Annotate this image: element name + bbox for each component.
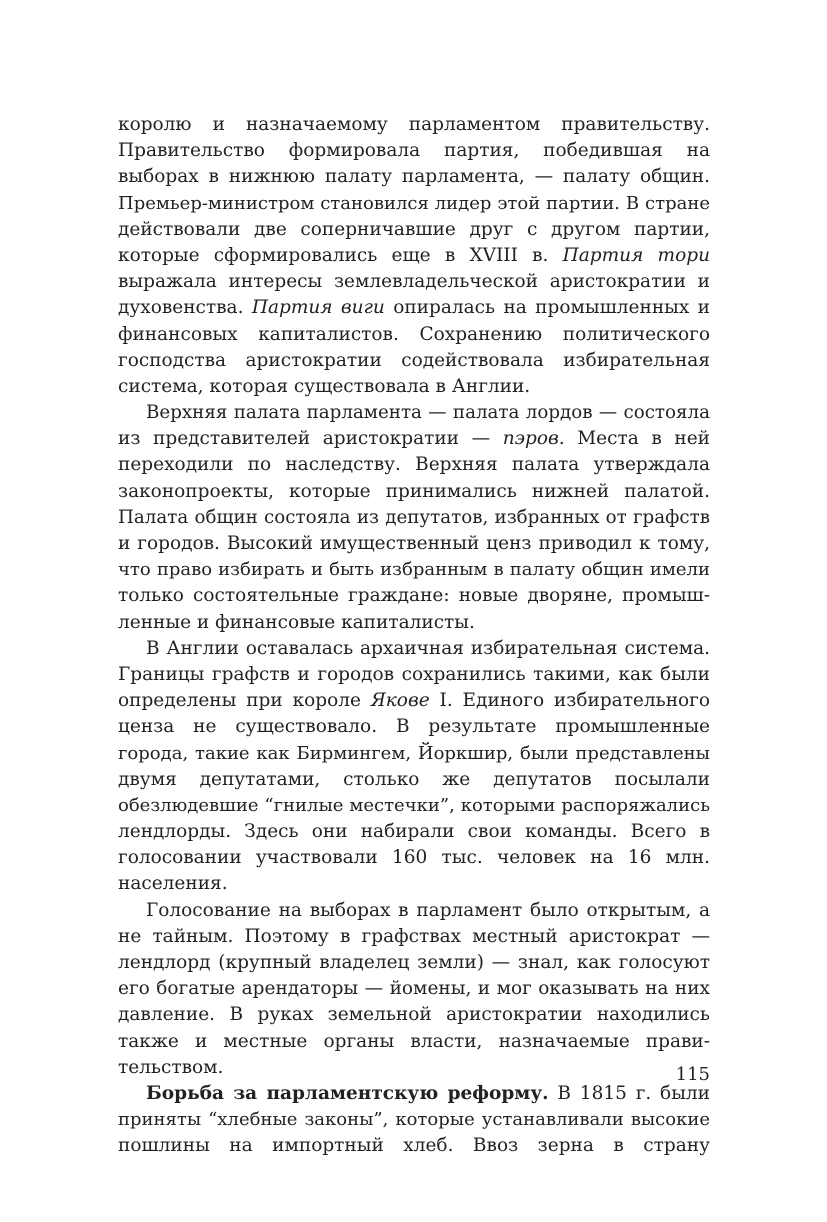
text-segment: которые сформировались еще в XVIII в. (118, 244, 563, 266)
text-segment: Палата общин состояла из депутатов, избранных от графств (118, 506, 710, 528)
text-segment: Премьер-министром становился лидер этой партии. В стране (118, 192, 710, 214)
text-line (118, 924, 710, 950)
text-segment: лендлорд (крупный владелец земли) — знал, как голосуют (118, 952, 710, 973)
text-segment: господства аристократии содействовала избирательная (118, 349, 710, 371)
text-segment: ценза не существовало. В результате промышленные (118, 716, 710, 738)
section-heading: Борьба за парламентскую реформу. (146, 1082, 549, 1104)
text-line (118, 243, 710, 269)
text-segment: В Англии оставалась архаичная избирательная система. (146, 637, 710, 659)
text-line (118, 688, 710, 714)
text-line (118, 426, 710, 452)
text-segment: что право избирать и быть избранным в палату общин имели (118, 559, 710, 581)
text-segment: также и местные органы власти, назначаемые прави- (118, 1030, 710, 1052)
text-segment: выборах в нижнюю палату парламента, — палату общин. (118, 166, 710, 188)
text-line (118, 845, 710, 871)
text-segment: Места в ней (564, 428, 710, 450)
text-segment: населения. (118, 873, 228, 895)
emphasis-term: Партия виги (251, 297, 385, 319)
text-segment: его богатые арендаторы — йомены, и мог оказывать на них (118, 978, 710, 1000)
text-segment: переходили по наследству. Верхняя палата утверждала (118, 454, 710, 476)
text-segment: Голосование на выборах в парламент было открытым, а (146, 899, 710, 921)
text-line (118, 138, 710, 164)
text-line (118, 741, 710, 767)
text-line (118, 269, 710, 295)
text-line (118, 1055, 710, 1081)
text-line (118, 295, 710, 321)
text-line (118, 714, 710, 740)
text-line (118, 557, 710, 583)
text-line (118, 479, 710, 505)
text-segment: приняты “хлебные законы”, которые устанавливали высокие (118, 1109, 710, 1131)
text-line (118, 505, 710, 531)
text-line (118, 610, 710, 636)
text-segment: выражала интересы землевладельческой аристократии и (118, 271, 710, 293)
text-line (118, 819, 710, 845)
text-line (118, 191, 710, 217)
text-segment: система, которая существовала в Англии. (118, 375, 531, 397)
text-segment: определены при короле (118, 690, 371, 712)
text-segment: опиралась на промышленных и (384, 297, 710, 319)
text-line (118, 793, 710, 819)
text-segment: духовенства. (118, 297, 252, 319)
emphasis-term: Якове (370, 690, 430, 712)
text-line (118, 871, 710, 897)
text-segment: законопроекты, которые принимались нижней палатой. (118, 480, 710, 502)
text-line (118, 374, 710, 400)
text-segment: из представителей аристократии — (118, 428, 503, 450)
text-segment: действовали две соперничавшие друг с другом партии, (118, 218, 710, 240)
text-segment: обезлюдевшие “гнилые местечки”, которыми распоряжались (118, 794, 710, 816)
text-segment: голосовании участвовали 160 тыс. человек на 16 млн. (118, 847, 710, 869)
text-segment: Верхняя палата парламента — палата лордов — состояла (146, 402, 710, 424)
emphasis-term: Партия тори (562, 244, 710, 266)
text-line (118, 1133, 710, 1159)
text-line (118, 767, 710, 793)
text-line (118, 1107, 710, 1133)
text-segment: ленные и финансовые капиталисты. (118, 611, 475, 633)
text-segment: Правительство формировала партия, победившая на (118, 140, 710, 162)
text-segment: лендлорды. Здесь они набирали свои команды. Всего в (118, 821, 710, 843)
text-line (118, 898, 710, 924)
text-segment: королю и назначаемому парламентом правительству. (118, 114, 710, 135)
emphasis-term: пэров. (502, 428, 565, 450)
text-segment: и городов. Высокий имущественный ценз приводил к тому, (118, 533, 710, 554)
text-line (118, 950, 710, 976)
page-body (118, 112, 710, 1160)
text-line (118, 531, 710, 557)
text-segment: I. Единого избирательного (429, 690, 710, 712)
text-line (118, 217, 710, 243)
text-segment: В 1815 г. были (548, 1082, 711, 1104)
text-line (118, 976, 710, 1002)
text-segment: двумя депутатами, столько же депутатов посылали (118, 768, 710, 790)
text-line (118, 583, 710, 609)
text-segment: пошлины на импортный хлеб. Ввоз зерна в страну (118, 1135, 710, 1157)
text-line (118, 662, 710, 688)
text-segment: города, такие как Бирмингем, Йоркшир, были представлены (118, 742, 710, 764)
text-line (118, 400, 710, 426)
page-number: 115 (675, 1064, 710, 1085)
text-segment: Границы графств и городов сохранились такими, как были (118, 663, 710, 685)
text-line (118, 636, 710, 662)
text-segment: не тайным. Поэтому в графствах местный аристократ — (118, 925, 710, 947)
text-line (118, 1002, 710, 1028)
text-line (118, 1029, 710, 1055)
text-segment: тельством. (118, 1056, 224, 1078)
text-line (118, 348, 710, 374)
text-segment: давление. В руках земельной аристократии находились (118, 1004, 710, 1026)
text-line (118, 452, 710, 478)
text-line (118, 322, 710, 348)
text-line (118, 164, 710, 190)
text-segment: финансовых капиталистов. Сохранению политического (118, 323, 710, 345)
text-segment: только состоятельные граждане: новые дворяне, промыш- (118, 585, 710, 607)
text-line (118, 1081, 710, 1107)
text-line (118, 112, 710, 138)
